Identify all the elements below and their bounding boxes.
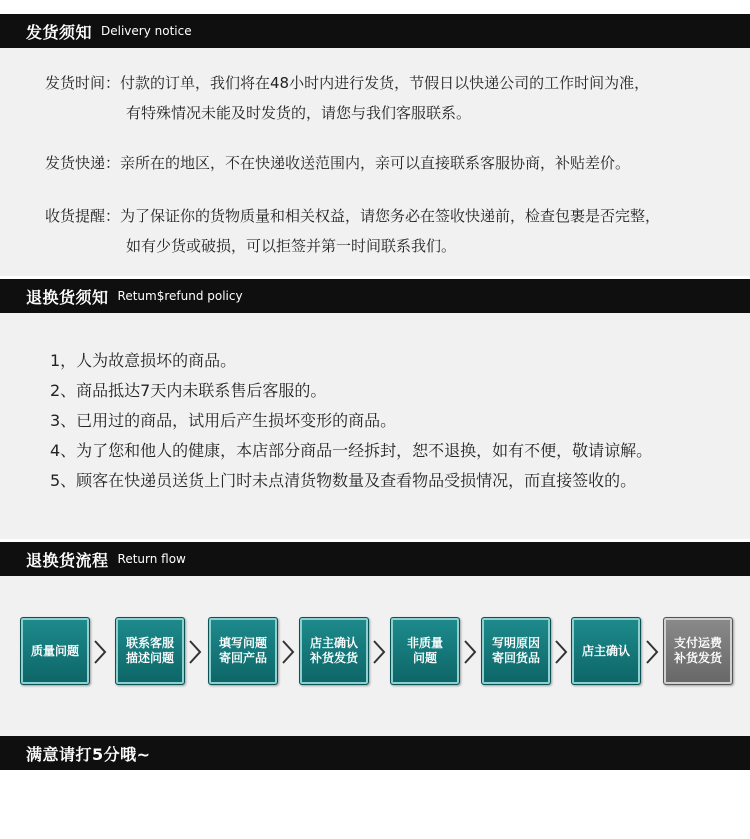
delivery-row-label: 发货时间：: [45, 74, 121, 92]
chevron-right-icon: [462, 639, 478, 665]
chevron-right-icon: [187, 639, 203, 665]
delivery-row-courier: [45, 148, 630, 178]
delivery-row-time: [45, 68, 649, 128]
flow-steps: [20, 617, 735, 685]
flow-step: 非质量 问题: [390, 617, 460, 685]
delivery-row-label: 发货快递：: [45, 154, 121, 172]
flow-header: [0, 542, 750, 576]
delivery-row-text: 亲所在的地区，不在快递收送范围内，亲可以直接联系客服协商，补贴差价。: [120, 154, 631, 172]
delivery-row-text-continued: 如有少货或破损，可以拒签并第一时间联系我们。: [126, 237, 457, 255]
flow-subtitle: Return flow: [117, 552, 186, 566]
delivery-row-text: 付款的订单，我们将在48小时内进行发货，节假日以快递公司的工作时间为准，: [120, 74, 650, 92]
delivery-panel: [0, 48, 750, 276]
delivery-header: [0, 14, 750, 48]
chevron-right-icon: [553, 639, 569, 665]
chevron-right-icon: [371, 639, 387, 665]
flow-step: 写明原因 寄回货品: [481, 617, 551, 685]
delivery-row-text: 为了保证你的货物质量和相关权益，请您务必在签收快递前，检查包裹是否完整，: [120, 207, 661, 225]
flow-title: 退换货流程: [26, 550, 109, 570]
returns-item: 5、顾客在快递员送货上门时未点清货物数量及查看物品受损情况，而直接签收的。: [50, 471, 637, 490]
rating-title: 满意请打5分哦~: [26, 744, 151, 764]
flow-step: 店主确认: [571, 617, 641, 685]
flow-step: 店主确认 补货发货: [299, 617, 369, 685]
chevron-right-icon: [644, 639, 660, 665]
chevron-right-icon: [280, 639, 296, 665]
returns-subtitle: Retum$refund policy: [117, 289, 243, 303]
delivery-title: 发货须知: [26, 22, 93, 42]
returns-item: 1，人为故意损坏的商品。: [50, 351, 237, 370]
rating-header: [0, 736, 750, 770]
chevron-right-icon: [92, 639, 108, 665]
returns-item: 4、为了您和他人的健康，本店部分商品一经拆封，恕不退换，如有不便，敬请谅解。: [50, 441, 653, 460]
flow-step: 联系客服 描述问题: [115, 617, 185, 685]
delivery-subtitle: Delivery notice: [101, 24, 192, 38]
returns-header: [0, 279, 750, 313]
flow-step: 填写问题 寄回产品: [208, 617, 278, 685]
returns-item: 2、商品抵达7天内未联系售后客服的。: [50, 381, 327, 400]
flow-step-final: 支付运费 补货发货: [663, 617, 733, 685]
delivery-row-text-continued: 有特殊情况未能及时发货的，请您与我们客服联系。: [126, 104, 472, 122]
delivery-row-label: 收货提醒：: [45, 207, 121, 225]
flow-step: 质量问题: [20, 617, 90, 685]
returns-item: 3、已用过的商品，试用后产生损坏变形的商品。: [50, 411, 397, 430]
returns-title: 退换货须知: [26, 287, 109, 307]
delivery-row-receipt: [45, 201, 660, 261]
returns-list: [50, 346, 652, 496]
